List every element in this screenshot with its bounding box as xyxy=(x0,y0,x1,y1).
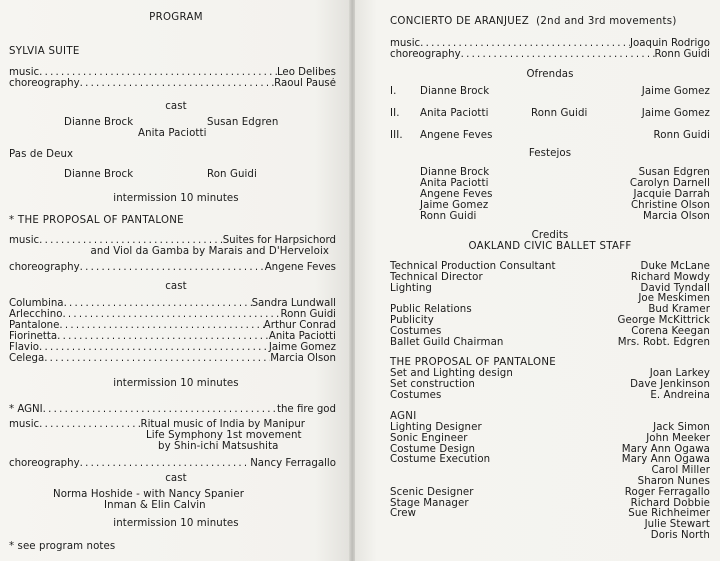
cast-name: Anita Paciotti xyxy=(138,128,207,139)
credit-role: Sonic Engineer xyxy=(390,432,468,444)
role: Celega xyxy=(9,353,45,364)
credit-role: Publicity xyxy=(390,315,434,326)
credit-role: Costume Design xyxy=(390,443,476,455)
value: Suites for Harpsichord xyxy=(222,235,336,246)
credit-name: Dave Jenkinson xyxy=(630,378,710,390)
ofrenda-dancer: Angene Feves xyxy=(420,130,493,141)
festejos-dancer: Dianne Brock xyxy=(420,167,490,178)
agni-credits-heading: AGNI xyxy=(390,411,417,422)
credit-role: Costumes xyxy=(390,325,442,337)
ofrenda-dancer: Jaime Gomez xyxy=(641,86,710,97)
value: Ritual music of India by Manipur xyxy=(140,419,305,430)
intermission-2: intermission 10 minutes xyxy=(113,378,239,389)
festejos-dancer: Ronn Guidi xyxy=(420,211,477,222)
label: music xyxy=(9,235,40,246)
value: Leo Delibes xyxy=(276,67,336,78)
pantalone-cast-label: cast xyxy=(165,281,187,292)
intermission-1: intermission 10 minutes xyxy=(113,193,239,204)
dancer: Ronn Guidi xyxy=(280,309,336,320)
credit-name: Mary Ann Ogawa xyxy=(621,454,710,466)
agni-cast-line-1: Norma Hoshide - with Nancy Spanier xyxy=(53,489,245,500)
credits-label: Credits xyxy=(531,230,569,241)
credit-role: Technical Director xyxy=(390,271,483,283)
concierto-title: CONCIERTO DE ARANJUEZ xyxy=(390,16,530,27)
credit-name: Sharon Nunes xyxy=(637,476,710,487)
cast-row xyxy=(9,331,336,342)
sylvia-cast-label: cast xyxy=(165,101,187,112)
pantalone-heading: * THE PROPOSAL OF PANTALONE xyxy=(9,215,184,226)
cast-row xyxy=(9,298,336,309)
cast-row xyxy=(9,342,336,353)
ofrenda-number: III. xyxy=(390,130,403,141)
label: choreography xyxy=(9,458,80,469)
dancer: Jaime Gomez xyxy=(268,342,336,353)
ofrenda-dancer: Ronn Guidi xyxy=(531,108,588,119)
credit-role: Set construction xyxy=(390,378,475,390)
credit-role: Scenic Designer xyxy=(390,486,474,498)
credit-name: George McKittrick xyxy=(617,315,710,326)
festejos-dancer: Jaime Gomez xyxy=(420,200,489,211)
footnote: * see program notes xyxy=(9,541,116,552)
cast-row xyxy=(9,353,336,364)
credit-name: Mrs. Robt. Edgren xyxy=(617,336,710,348)
cast-name: Dianne Brock xyxy=(64,169,134,180)
credit-role: Stage Manager xyxy=(390,497,469,509)
credit-name: David Tyndall xyxy=(640,282,710,294)
role: Flavio xyxy=(9,342,40,353)
credit-name: Bud Kramer xyxy=(648,304,710,316)
festejos-dancer: Marcia Olson xyxy=(643,211,710,222)
credit-role: Technical Production Consultant xyxy=(390,261,556,272)
festejos-dancer: Anita Paciotti xyxy=(420,178,489,189)
pas-de-deux-heading: Pas de Deux xyxy=(9,149,74,160)
cast-name: Dianne Brock xyxy=(64,117,134,128)
label: music xyxy=(9,419,40,430)
credit-role: Costume Execution xyxy=(390,454,491,466)
agni-subtitle: the fire god xyxy=(276,404,336,415)
cast-row xyxy=(9,320,336,331)
label: music xyxy=(390,38,421,49)
cast-name: Susan Edgren xyxy=(207,117,279,128)
credit-name: Richard Mowdy xyxy=(630,271,710,283)
ofrenda-dancer: Dianne Brock xyxy=(420,86,490,97)
dancer: Sandra Lundwall xyxy=(251,298,336,309)
festejos-dancer: Carolyn Darnell xyxy=(629,178,710,189)
credit-role: Costumes xyxy=(390,389,442,401)
credit-name: Corena Keegan xyxy=(631,325,710,337)
dancer: Marcia Olson xyxy=(270,353,336,364)
credit-name: Richard Dobbie xyxy=(630,497,710,509)
ofrendas-label: Ofrendas xyxy=(526,69,574,80)
role: Fiorinetta xyxy=(9,331,58,342)
credit-name: Jack Simon xyxy=(653,422,710,433)
value: Angene Feves xyxy=(264,262,336,273)
agni-music-cont-2: by Shin-ichi Matsushita xyxy=(158,441,279,452)
concierto-note: (2nd and 3rd movements) xyxy=(536,16,677,27)
role: Pantalone xyxy=(9,320,60,331)
festejos-dancer: Christine Olson xyxy=(630,200,710,211)
credit-role: Lighting Designer xyxy=(390,422,482,433)
concierto-choreo-line xyxy=(390,49,710,60)
credit-name: Joan Larkey xyxy=(649,368,710,379)
right-page xyxy=(355,0,720,561)
festejos-dancer: Jacquie Darrah xyxy=(633,189,710,200)
concierto-music-line xyxy=(390,38,710,49)
festejos-dancer: Susan Edgren xyxy=(638,167,710,178)
agni-choreo-line xyxy=(9,458,336,469)
pantalone-music-cont: and Viol da Gamba by Marais and D'Herveloix xyxy=(90,246,329,257)
sylvia-music-line xyxy=(9,67,336,78)
sylvia-choreo-line xyxy=(9,78,336,89)
intermission-3: intermission 10 minutes xyxy=(113,518,239,529)
left-page xyxy=(0,0,350,561)
program-title: PROGRAM xyxy=(149,12,203,23)
ofrenda-number: I. xyxy=(390,86,397,97)
agni-heading-line xyxy=(9,404,336,415)
credit-name: Julie Stewart xyxy=(644,519,710,531)
credit-name: Mary Ann Ogawa xyxy=(621,443,710,455)
ofrenda-dancer: Jaime Gomez xyxy=(641,108,710,119)
agni-heading: * AGNI xyxy=(9,404,43,415)
dancer: Anita Paciotti xyxy=(268,331,336,342)
credit-role: Ballet Guild Chairman xyxy=(390,336,504,348)
credit-name: Sue Richheimer xyxy=(628,508,710,520)
cast-row xyxy=(9,309,336,320)
pantalone-credits-heading: THE PROPOSAL OF PANTALONE xyxy=(390,357,556,368)
credit-role: Set and Lighting design xyxy=(390,368,513,379)
cast-name: Ron Guidi xyxy=(207,169,257,180)
label: choreography xyxy=(9,262,80,273)
credit-name: Joe Meskimen xyxy=(638,293,710,305)
sylvia-heading: SYLVIA SUITE xyxy=(9,46,80,57)
label: choreography xyxy=(390,49,461,60)
credit-name: John Meeker xyxy=(646,432,710,444)
ofrenda-dancer: Ronn Guidi xyxy=(653,130,710,141)
agni-music-line xyxy=(9,419,305,430)
ofrenda-number: II. xyxy=(390,108,400,119)
credit-role: Public Relations xyxy=(390,304,472,316)
ofrenda-dancer: Anita Paciotti xyxy=(420,108,489,119)
agni-music-cont-1: Life Symphony 1st movement xyxy=(146,430,302,441)
value: Raoul Pausé xyxy=(274,78,336,89)
credit-name: Doris North xyxy=(650,530,710,541)
value: Joaquin Rodrigo xyxy=(630,38,710,49)
festejos-dancer: Angene Feves xyxy=(420,189,493,200)
label: music xyxy=(9,67,40,78)
staff-heading: OAKLAND CIVIC BALLET STAFF xyxy=(468,241,632,252)
value: Nancy Ferragallo xyxy=(250,458,336,469)
agni-cast-label: cast xyxy=(165,473,187,484)
value: Ronn Guidi xyxy=(654,49,710,60)
credit-name: Carol Miller xyxy=(651,465,710,477)
pantalone-music-line xyxy=(9,235,336,246)
label: choreography xyxy=(9,78,80,89)
dancer: Arthur Conrad xyxy=(263,320,336,331)
credit-name: Roger Ferragallo xyxy=(624,486,710,498)
role: Arlecchino xyxy=(9,309,63,320)
credit-name: E. Andreina xyxy=(650,389,710,401)
credit-name: Duke McLane xyxy=(640,261,710,272)
credit-role: Lighting xyxy=(390,282,432,294)
festejos-label: Festejos xyxy=(528,148,572,159)
agni-cast-line-2: Inman & Elin Calvin xyxy=(104,500,206,511)
concierto-heading xyxy=(390,16,677,27)
credit-role: Crew xyxy=(390,508,417,520)
role: Columbina xyxy=(9,298,64,309)
pantalone-choreo-line xyxy=(9,262,336,273)
